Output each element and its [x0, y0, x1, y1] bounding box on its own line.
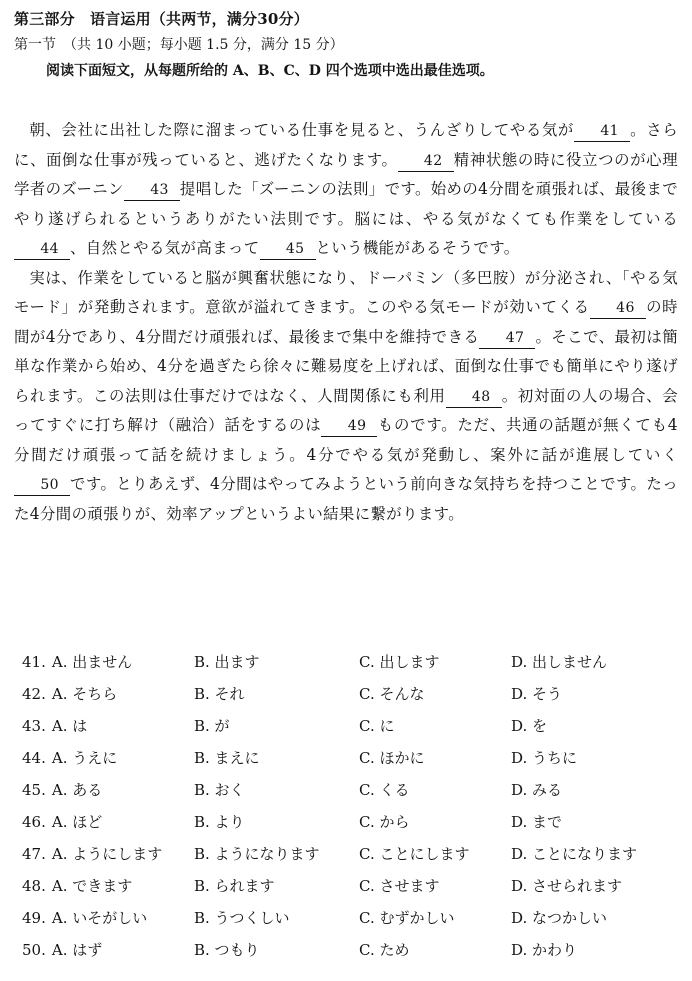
option-text: A. 出ません: [51, 652, 133, 671]
option-c: [359, 683, 511, 704]
option-text: C. ことにします: [359, 844, 470, 863]
option-text: B. より: [194, 812, 245, 831]
option-text: B. まえに: [194, 748, 260, 767]
blank-42: 42: [398, 151, 454, 172]
option-c: [359, 779, 511, 800]
passage-paragraph-1: [14, 116, 678, 264]
option-text: A. いそがしい: [51, 908, 148, 927]
question-number: 44.: [22, 748, 46, 767]
blank-41: 41: [574, 121, 630, 142]
option-a: [22, 843, 194, 864]
question-number: 42.: [22, 684, 46, 703]
passage-text: という機能があるそうです。: [315, 239, 520, 257]
passage-text: 。そこで、最初は簡単な作業から始め、4分を過ぎたら徐々に難易度を上げれば、面倒な仕事でも簡単にやり遂げられます。この法則は仕事だけではなく、人間関係にも利用: [14, 327, 678, 405]
option-text: B. おく: [194, 780, 245, 799]
option-text: D. なつかしい: [511, 908, 608, 927]
option-c: [359, 907, 511, 928]
option-text: D. させられます: [511, 876, 623, 895]
option-text: C. させます: [359, 876, 440, 895]
option-c: [359, 715, 511, 736]
option-b: [194, 811, 359, 832]
passage-text: 実は、作業をしていると脳が興奮状態になり、ドーパミン（多巴胺）が分泌され、「やる気モード」が発動されます。意欲が溢れてきます。このやる気モードが効いてくる: [14, 268, 678, 316]
option-row: [22, 901, 682, 933]
option-c: [359, 651, 511, 672]
option-a: [22, 811, 194, 832]
option-text: D. 出しません: [511, 652, 608, 671]
option-text: C. くる: [359, 780, 410, 799]
reading-passage: [14, 116, 678, 529]
question-number: 49.: [22, 908, 46, 927]
option-row: [22, 677, 682, 709]
option-text: A. そちら: [51, 684, 118, 703]
option-text: C. から: [359, 812, 410, 831]
option-text: A. はず: [51, 940, 103, 959]
option-d: [511, 907, 607, 928]
question-number: 50.: [22, 940, 46, 959]
option-text: D. かわり: [511, 940, 578, 959]
option-b: [194, 779, 359, 800]
option-row: [22, 741, 682, 773]
option-text: A. ほど: [51, 812, 103, 831]
question-number: 41.: [22, 652, 46, 671]
option-row: [22, 805, 682, 837]
option-d: [511, 843, 637, 864]
passage-text: 。さらに、面倒な仕事が残っていると、逃げたくなります。: [14, 121, 679, 169]
option-row: [22, 773, 682, 805]
option-text: D. まで: [511, 812, 563, 831]
passage-text: ものです。ただ、共通の話題が無くても4分間だけ頑張って話を続けましょう。4分でやる気が発動し、案外に話が進展していく: [14, 416, 678, 464]
option-b: [194, 747, 359, 768]
option-d: [511, 651, 607, 672]
option-a: [22, 715, 194, 736]
option-b: [194, 875, 359, 896]
question-number: 45.: [22, 780, 46, 799]
option-b: [194, 683, 359, 704]
option-text: B. が: [194, 716, 230, 735]
passage-text: です。とりあえず、4分間はやってみようという前向きな気持ちを持つことです。たった4分間の頑張りが、効率アップというよい結果に繋がります。: [14, 475, 678, 523]
option-text: B. られます: [194, 876, 275, 895]
option-c: [359, 843, 511, 864]
option-a: [22, 747, 194, 768]
option-d: [511, 939, 577, 960]
passage-text: 。初対面の人の場合、会ってすぐに打ち解け（融洽）話をするのは: [14, 386, 678, 434]
option-text: A. うえに: [51, 748, 118, 767]
blank-48: 48: [446, 387, 502, 408]
option-b: [194, 651, 359, 672]
blank-50: 50: [14, 475, 70, 496]
blank-43: 43: [124, 180, 180, 201]
option-text: C. そんな: [359, 684, 425, 703]
option-a: [22, 651, 194, 672]
question-number: 48.: [22, 876, 46, 895]
option-b: [194, 715, 359, 736]
question-number: 47.: [22, 844, 46, 863]
passage-text: 提唱した「ズーニンの法則」です。始めの4分間を頑張れば、最後までやり遂げられるというありがたい法則です。脳には、やる気がなくても作業をしている: [14, 180, 679, 228]
option-c: [359, 811, 511, 832]
option-row: [22, 709, 682, 741]
option-d: [511, 779, 562, 800]
option-text: A. ある: [51, 780, 103, 799]
option-b: [194, 843, 359, 864]
option-a: [22, 907, 194, 928]
passage-text: 朝、会社に出社した際に溜まっている仕事を見ると、うんざりしてやる気が: [29, 121, 574, 139]
option-c: [359, 747, 511, 768]
option-text: C. むずかしい: [359, 908, 455, 927]
question-number: 43.: [22, 716, 46, 735]
option-a: [22, 779, 194, 800]
instructions: 阅读下面短文，从每题所给的 A、B、C、D 四个选项中选出最佳选项。: [46, 63, 494, 79]
passage-text: 、自然とやる気が高まって: [70, 239, 260, 257]
option-text: D. を: [511, 716, 548, 735]
passage-text: の時間が4分であり、4分間だけ頑張れば、最後まで集中を維持できる: [14, 298, 678, 346]
option-row: [22, 933, 682, 965]
option-d: [511, 683, 562, 704]
option-text: D. そう: [511, 684, 563, 703]
option-c: [359, 875, 511, 896]
blank-49: 49: [321, 416, 377, 437]
option-d: [511, 875, 622, 896]
option-text: C. ほかに: [359, 748, 425, 767]
option-text: B. つもり: [194, 940, 260, 959]
part-title: 第三部分 语言运用（共两节，满分30分）: [14, 10, 309, 28]
answer-options: [22, 645, 682, 965]
option-d: [511, 811, 562, 832]
option-row: [22, 837, 682, 869]
blank-45: 45: [260, 239, 316, 260]
option-text: D. ことになります: [511, 844, 638, 863]
blank-46: 46: [590, 298, 646, 319]
option-b: [194, 907, 359, 928]
option-text: B. うつくしい: [194, 908, 290, 927]
blank-47: 47: [479, 328, 535, 349]
option-text: B. それ: [194, 684, 245, 703]
option-text: A. ようにします: [51, 844, 163, 863]
option-row: [22, 869, 682, 901]
passage-paragraph-2: [14, 264, 678, 530]
option-c: [359, 939, 511, 960]
option-text: A. できます: [51, 876, 133, 895]
section-title: 第一节 （共 10 小题；每小题 1.5 分，满分 15 分）: [14, 37, 344, 53]
option-d: [511, 715, 547, 736]
blank-44: 44: [14, 239, 70, 260]
option-b: [194, 939, 359, 960]
option-a: [22, 683, 194, 704]
option-d: [511, 747, 577, 768]
option-row: [22, 645, 682, 677]
option-text: C. 出します: [359, 652, 440, 671]
option-a: [22, 939, 194, 960]
option-text: D. みる: [511, 780, 563, 799]
option-text: D. うちに: [511, 748, 578, 767]
option-a: [22, 875, 194, 896]
option-text: C. ため: [359, 940, 410, 959]
option-text: B. ようになります: [194, 844, 320, 863]
option-text: A. は: [51, 716, 88, 735]
option-text: B. 出ます: [194, 652, 260, 671]
passage-text: 精神状態の時に役立つのが心理学者のズーニン: [14, 150, 678, 198]
question-number: 46.: [22, 812, 46, 831]
option-text: C. に: [359, 716, 395, 735]
